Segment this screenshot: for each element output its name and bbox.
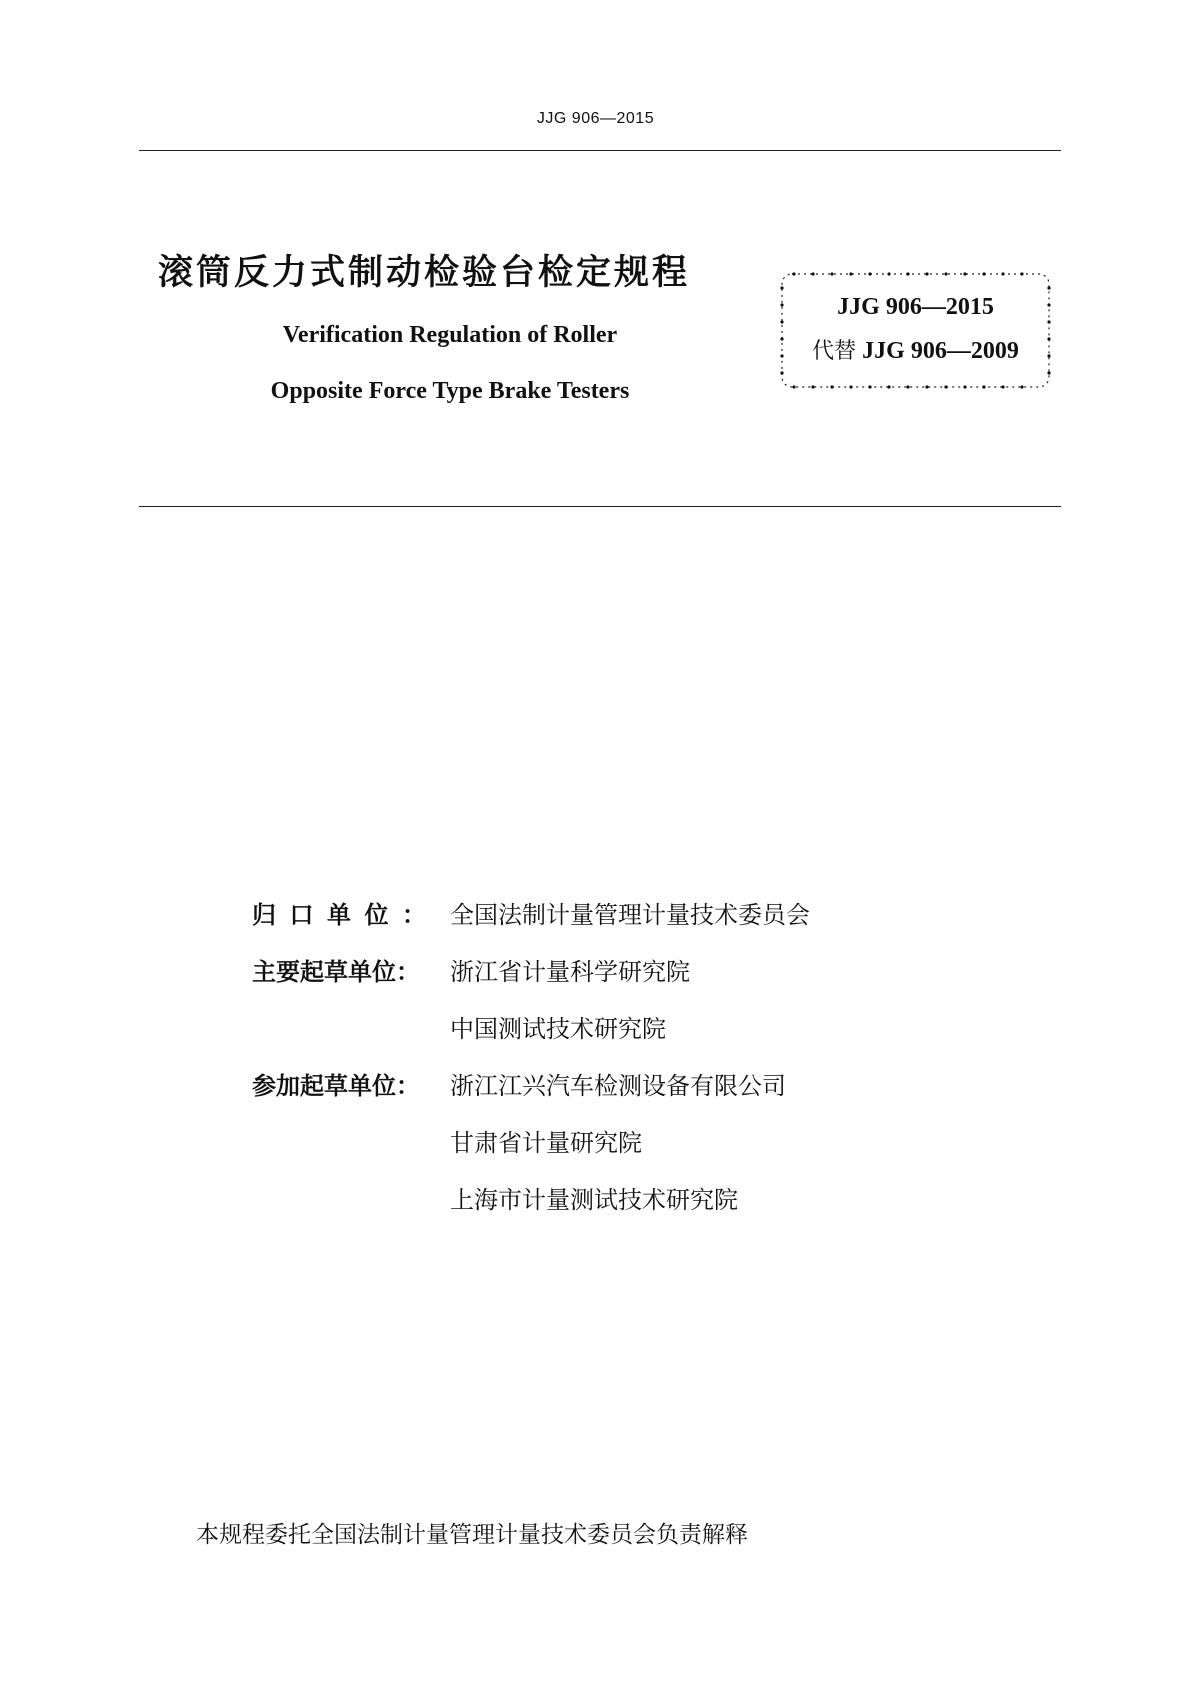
interpretation-note: 本规程委托全国法制计量管理计量技术委员会负责解释: [196, 1522, 748, 1548]
border-dot: [811, 272, 814, 275]
border-dot: [944, 385, 947, 388]
border-dot: [982, 272, 985, 275]
responsible-label: 归口单位：: [252, 901, 440, 929]
title-chinese: 滚筒反力式制动检验台检定规程: [158, 253, 691, 293]
border-dot: [830, 385, 833, 388]
title-english-line2: Opposite Force Type Brake Testers: [270, 378, 630, 404]
border-dot: [868, 385, 871, 388]
border-dot: [792, 385, 795, 388]
title-rule: [139, 506, 1061, 507]
border-dot: [830, 272, 833, 275]
border-dot: [868, 272, 871, 275]
participating-label: 参加起草单位：: [252, 1072, 420, 1100]
border-dot: [780, 371, 783, 374]
header-rule: [139, 150, 1061, 151]
decorative-border: [778, 270, 1053, 391]
border-dot: [780, 286, 783, 289]
standard-number: JJG 906—2015: [837, 294, 994, 320]
border-dot: [849, 272, 852, 275]
border-dot: [963, 272, 966, 275]
border-dot: [1020, 272, 1023, 275]
border-dot: [906, 385, 909, 388]
border-dot: [925, 272, 928, 275]
border-dot: [887, 272, 890, 275]
border-dot: [1001, 385, 1004, 388]
border-dot: [1047, 286, 1050, 289]
border-dot: [1047, 371, 1050, 374]
running-header-code: JJG 906—2015: [536, 110, 655, 127]
border-dot: [849, 385, 852, 388]
border-dot: [982, 385, 985, 388]
title-english-line1: Verification Regulation of Roller: [282, 322, 618, 348]
border-dot: [925, 385, 928, 388]
replaces-prefix: 代替: [812, 339, 857, 364]
replaces-number: JJG 906—2009: [862, 338, 1019, 364]
border-dot: [944, 272, 947, 275]
main-drafting-unit: 浙江省计量科学研究院: [450, 958, 690, 986]
responsible-unit: 全国法制计量管理计量技术委员会: [450, 901, 810, 929]
border-dot: [963, 385, 966, 388]
border-dot: [792, 272, 795, 275]
border-dot: [811, 385, 814, 388]
main-drafting-label: 主要起草单位：: [252, 958, 420, 986]
participating-unit: 甘肃省计量研究院: [450, 1129, 642, 1157]
border-dot: [1020, 385, 1023, 388]
border-dot: [1001, 272, 1004, 275]
replaces-line: [778, 334, 1053, 365]
standard-code-box: [778, 270, 1053, 391]
border-dot: [887, 385, 890, 388]
participating-unit: 上海市计量测试技术研究院: [450, 1186, 738, 1214]
participating-unit: 浙江江兴汽车检测设备有限公司: [450, 1072, 786, 1100]
main-drafting-unit: 中国测试技术研究院: [450, 1015, 666, 1043]
border-dot: [906, 272, 909, 275]
